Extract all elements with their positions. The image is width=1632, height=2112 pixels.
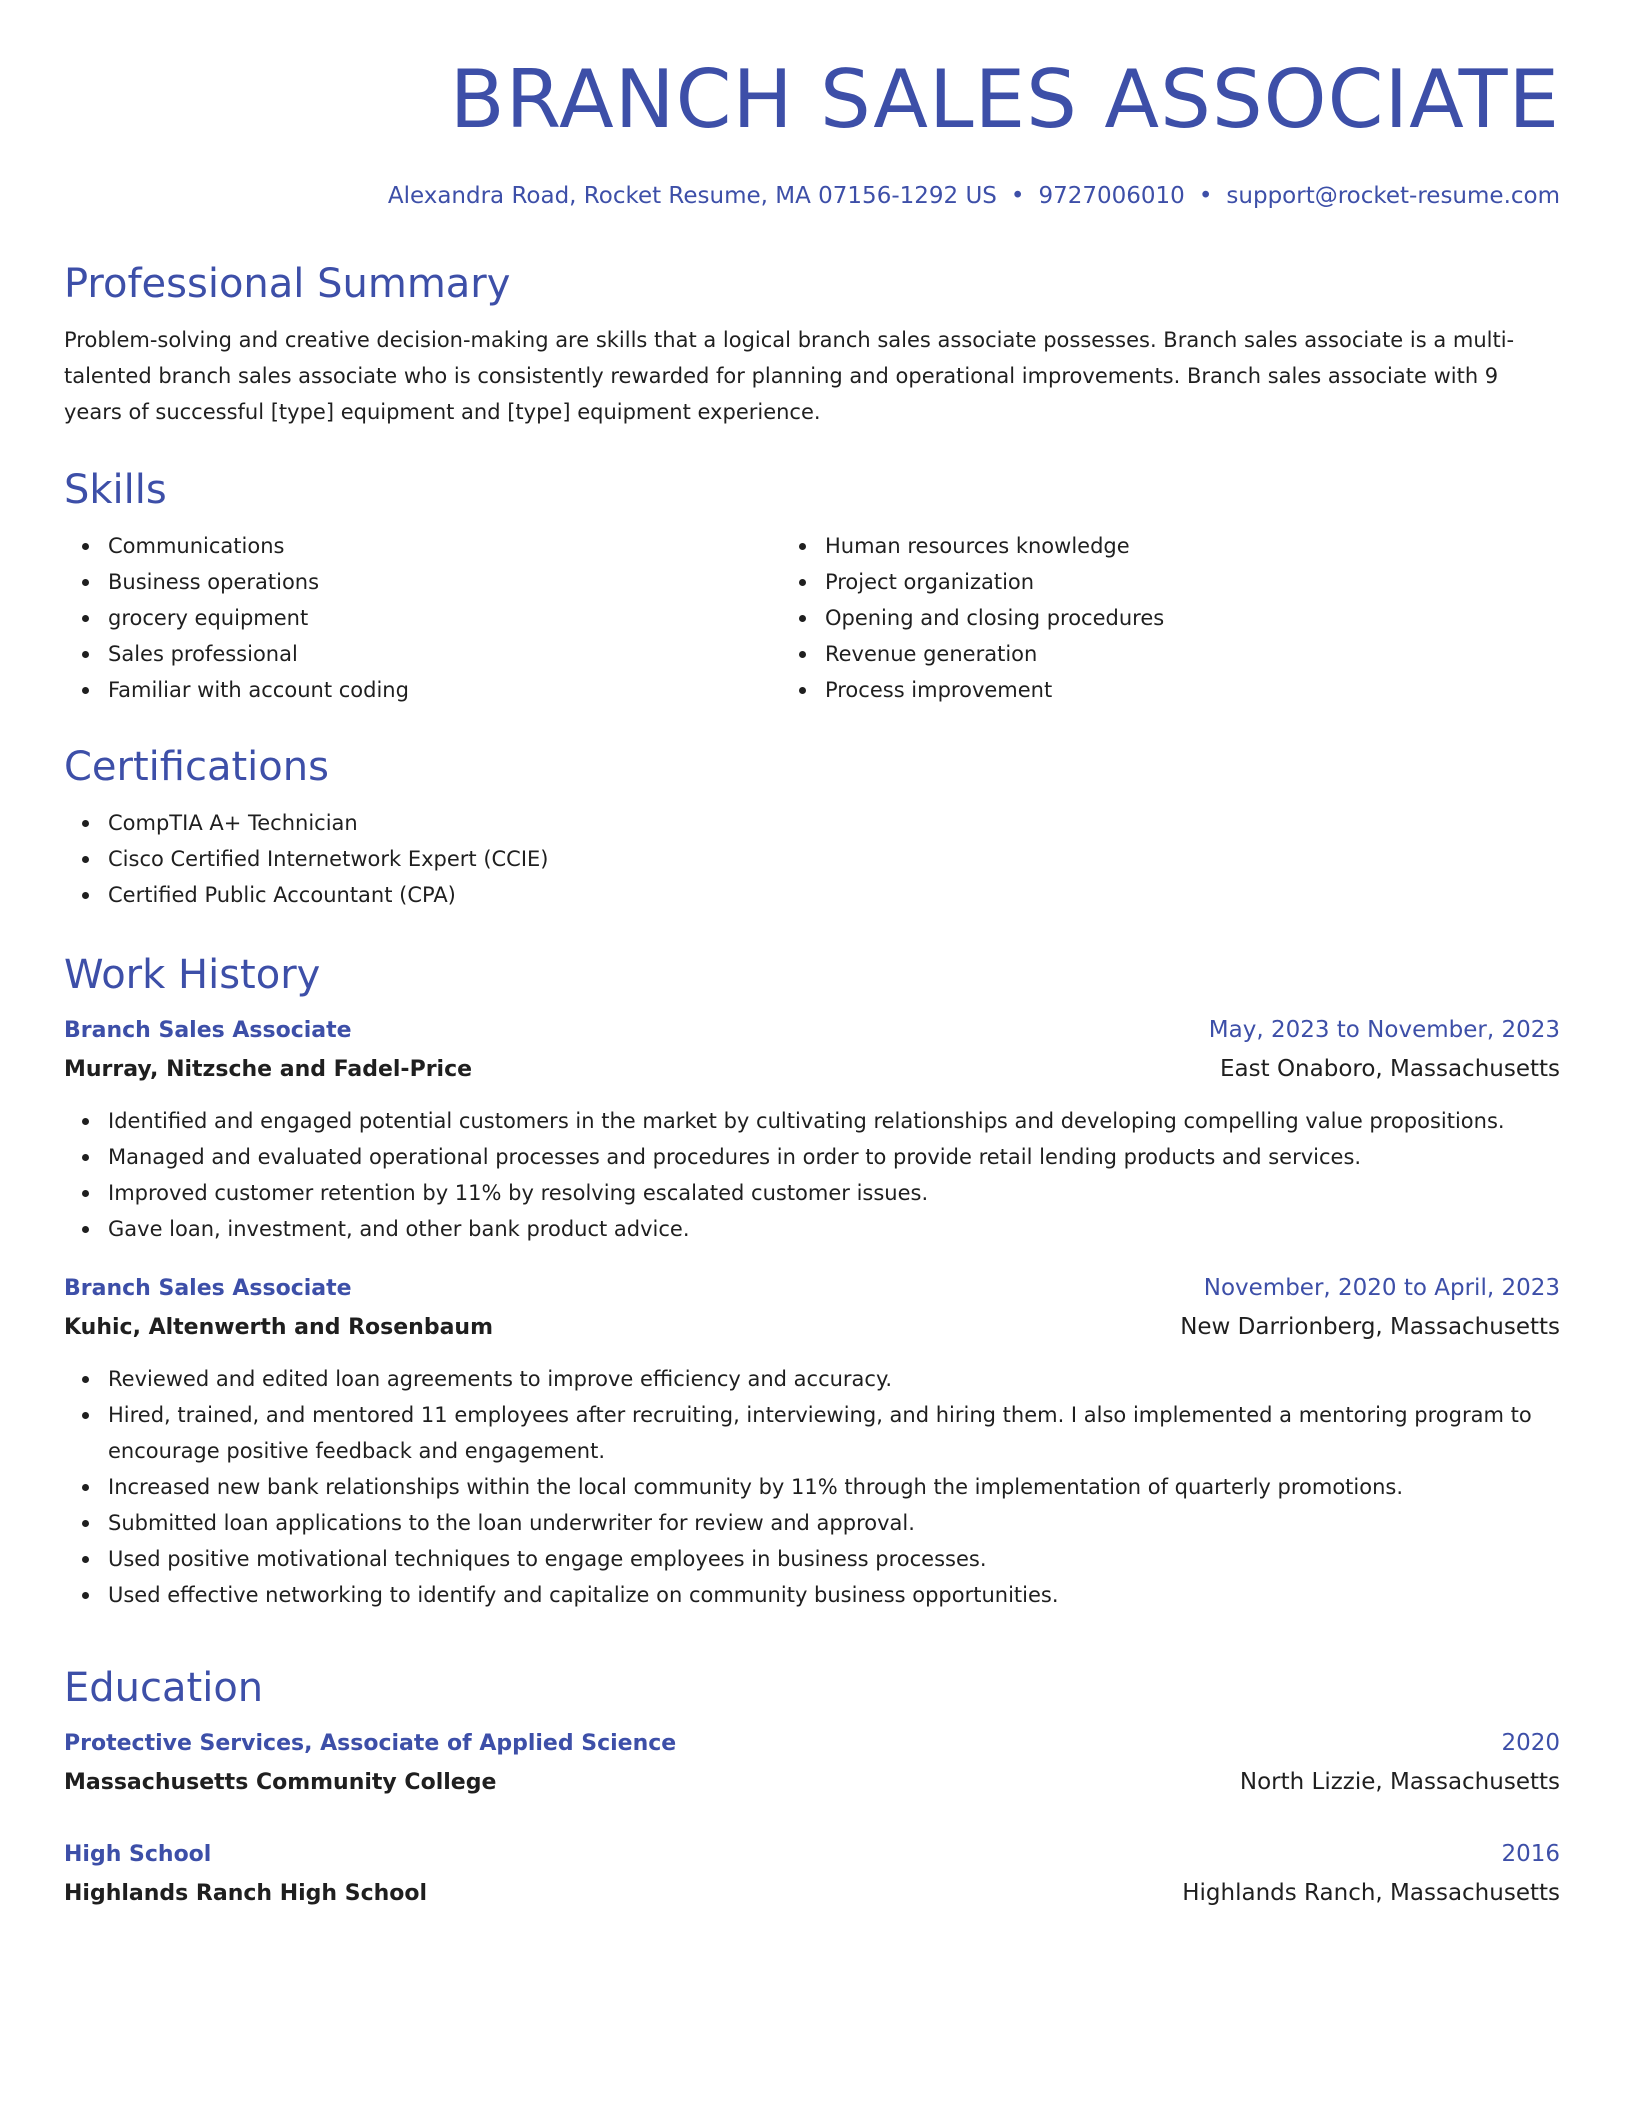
skill-item: Human resources knowledge xyxy=(825,528,1560,564)
skills-list-left xyxy=(64,528,781,708)
contact-address: Alexandra Road, Rocket Resume, MA 07156-1292 US xyxy=(387,183,997,209)
education-year: 2016 xyxy=(1501,1841,1560,1867)
education-location: Highlands Ranch, Massachusetts xyxy=(1182,1880,1560,1906)
education-entry xyxy=(64,1724,1560,1802)
education-school-row xyxy=(64,1874,1560,1913)
job-bullet: Improved customer retention by 11% by resolving escalated customer issues. xyxy=(108,1175,1560,1211)
contact-separator: • xyxy=(1010,183,1025,209)
job-dates: November, 2020 to April, 2023 xyxy=(1203,1275,1560,1301)
skills-columns xyxy=(64,516,1560,708)
skills-section xyxy=(64,464,1560,708)
skill-item: grocery equipment xyxy=(108,600,781,636)
education-entry xyxy=(64,1835,1560,1913)
skills-heading: Skills xyxy=(64,467,167,513)
education-year: 2020 xyxy=(1501,1730,1560,1756)
contact-phone: 9727006010 xyxy=(1038,183,1185,209)
certifications-section xyxy=(64,741,1560,913)
education-school: Highlands Ranch High School xyxy=(64,1881,428,1906)
job-dates: May, 2023 to November, 2023 xyxy=(1208,1017,1560,1043)
job-bullet: Reviewed and edited loan agreements to improve efficiency and accuracy. xyxy=(108,1361,1560,1397)
education-degree: Protective Services, Associate of Applied Science xyxy=(64,1731,677,1756)
certification-item: Cisco Certified Internetwork Expert (CCIE) xyxy=(108,841,1560,877)
summary-text: Problem-solving and creative decision-making are skills that a logical branch sales associate possesses. Branch sales associate is a multi-talented branch sales associate who is consistently rewarded for planning and operational improvements. Branch sales associate with 9 years of successful [type] equipment and [type] equipment experience. xyxy=(64,328,1515,424)
job-bullet: Increased new bank relationships within the local community by 11% through the implementation of quarterly promotions. xyxy=(108,1469,1560,1505)
certification-item: CompTIA A+ Technician xyxy=(108,805,1560,841)
skill-item: Project organization xyxy=(825,564,1560,600)
job-bullet: Hired, trained, and mentored 11 employees after recruiting, interviewing, and hiring them. I also implemented a mentoring program to encourage positive feedback and engagement. xyxy=(108,1397,1560,1469)
skill-item: Business operations xyxy=(108,564,781,600)
education-location: North Lizzie, Massachusetts xyxy=(1239,1769,1560,1795)
job-bullet: Managed and evaluated operational processes and procedures in order to provide retail lending products and services. xyxy=(108,1139,1560,1175)
summary-heading: Professional Summary xyxy=(64,261,511,307)
job-entry xyxy=(64,1011,1560,1247)
job-company-row xyxy=(64,1308,1560,1347)
summary-section xyxy=(64,258,1560,430)
education-section xyxy=(64,1662,1560,1913)
certifications-heading: Certifications xyxy=(64,744,329,790)
job-company-row xyxy=(64,1050,1560,1089)
job-bullet: Gave loan, investment, and other bank product advice. xyxy=(108,1211,1560,1247)
contact-email[interactable]: support@rocket-resume.com xyxy=(1226,183,1560,209)
job-title: Branch Sales Associate xyxy=(64,1276,352,1301)
education-degree: High School xyxy=(64,1842,212,1867)
job-header-row xyxy=(64,1269,1560,1308)
certifications-list xyxy=(64,805,1560,913)
education-header-row xyxy=(64,1724,1560,1763)
job-header-row xyxy=(64,1011,1560,1050)
job-location: New Darrionberg, Massachusetts xyxy=(1180,1314,1560,1340)
job-bullet: Submitted loan applications to the loan underwriter for review and approval. xyxy=(108,1505,1560,1541)
resume-title: BRANCH SALES ASSOCIATE xyxy=(449,53,1560,146)
education-school: Massachusetts Community College xyxy=(64,1770,497,1795)
education-header-row xyxy=(64,1835,1560,1874)
job-company: Kuhic, Altenwerth and Rosenbaum xyxy=(64,1315,494,1340)
contact-line xyxy=(388,180,1560,212)
certification-item: Certified Public Accountant (CPA) xyxy=(108,877,1560,913)
job-entry xyxy=(64,1269,1560,1613)
skill-item: Sales professional xyxy=(108,636,781,672)
contact-separator: • xyxy=(1198,183,1213,209)
job-bullet: Used effective networking to identify and capitalize on community business opportunities. xyxy=(108,1577,1560,1613)
job-bullets xyxy=(64,1361,1560,1613)
education-heading: Education xyxy=(64,1665,264,1711)
job-title: Branch Sales Associate xyxy=(64,1018,352,1043)
job-company: Murray, Nitzsche and Fadel-Price xyxy=(64,1057,473,1082)
work-history-heading: Work History xyxy=(64,952,321,998)
skill-item: Opening and closing procedures xyxy=(825,600,1560,636)
work-history-section xyxy=(64,949,1560,1613)
job-bullets xyxy=(64,1103,1560,1247)
skill-item: Familiar with account coding xyxy=(108,672,781,708)
job-bullet: Used positive motivational techniques to engage employees in business processes. xyxy=(108,1541,1560,1577)
skills-list-right xyxy=(781,528,1560,708)
skill-item: Process improvement xyxy=(825,672,1560,708)
education-school-row xyxy=(64,1763,1560,1802)
job-location: East Onaboro, Massachusetts xyxy=(1220,1056,1560,1082)
skill-item: Revenue generation xyxy=(825,636,1560,672)
job-bullet: Identified and engaged potential customers in the market by cultivating relationships and developing compelling value propositions. xyxy=(108,1103,1560,1139)
skill-item: Communications xyxy=(108,528,781,564)
